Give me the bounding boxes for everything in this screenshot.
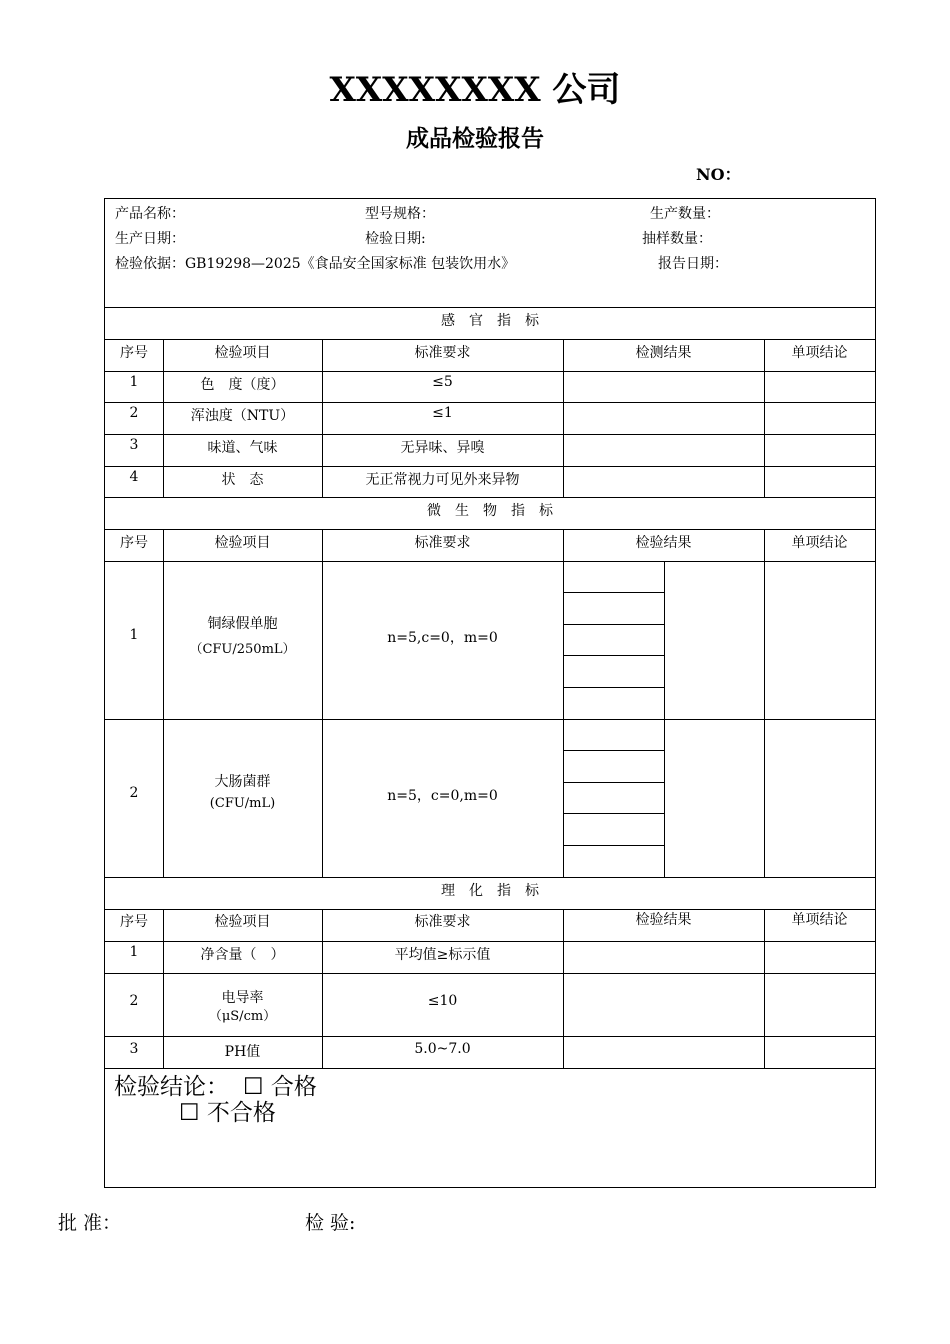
row-requirement: ≤1 [432, 405, 453, 421]
row-item: 色 度（度） [200, 377, 285, 393]
conclusion-label: 检验结论： [114, 1074, 229, 1100]
header-result: 检验结果 [635, 912, 692, 928]
divider [105, 434, 875, 435]
divider [105, 466, 875, 467]
row-no: 1 [129, 627, 139, 643]
production-qty-label: 生产数量： [650, 206, 720, 222]
row-item: 铜绿假单胞 [207, 616, 278, 632]
header-requirement: 标准要求 [414, 345, 471, 361]
section-sensory: 感官指标 [441, 313, 553, 329]
header-item: 检验项目 [214, 535, 271, 551]
divider [105, 339, 875, 340]
col-line [322, 529, 323, 877]
col-line [163, 529, 164, 877]
col-line [563, 909, 564, 1068]
sub-divider [563, 655, 664, 656]
divider [105, 719, 875, 720]
row-no: 2 [129, 993, 139, 1009]
fail-checkbox[interactable]: ☐ 不合格 [179, 1100, 276, 1126]
report-number-label: NO： [696, 165, 741, 184]
pass-checkbox[interactable]: ☐ 合格 [243, 1074, 317, 1100]
divider [105, 1036, 875, 1037]
sample-qty-label: 抽样数量： [642, 231, 712, 247]
row-no: 1 [129, 944, 139, 960]
report-title: 成品检验报告 [406, 125, 544, 152]
header-no: 序号 [120, 345, 148, 361]
header-no: 序号 [120, 914, 148, 930]
section-physchem: 理化指标 [441, 883, 553, 899]
divider [105, 941, 875, 942]
sub-divider [563, 624, 664, 625]
sub-divider [563, 750, 664, 751]
header-conclusion: 单项结论 [791, 535, 848, 551]
header-item: 检验项目 [214, 345, 271, 361]
row-requirement: 平均值≥标示值 [394, 947, 491, 963]
row-no: 4 [129, 469, 139, 485]
col-line [664, 561, 665, 877]
row-no: 3 [129, 437, 139, 453]
row-unit: (CFU/mL) [209, 796, 276, 811]
report-date-label: 报告日期： [658, 256, 728, 272]
inspect-label: 检 验: [305, 1212, 356, 1234]
sub-divider [563, 813, 664, 814]
row-no: 1 [129, 374, 139, 390]
section-micro: 微生物指标 [427, 503, 567, 519]
row-requirement: n=5，c=0,m=0 [387, 788, 498, 804]
row-item: 浑浊度（NTU） [190, 408, 295, 424]
row-item: 大肠菌群 [214, 774, 271, 790]
row-requirement: n=5,c=0，m=0 [387, 630, 498, 646]
col-line [563, 339, 564, 497]
row-item: PH值 [224, 1044, 261, 1060]
header-requirement: 标准要求 [414, 914, 471, 930]
col-line [764, 909, 765, 1068]
header-conclusion: 单项结论 [791, 912, 848, 928]
sub-divider [563, 592, 664, 593]
row-requirement: 5.0~7.0 [414, 1041, 471, 1057]
divider [105, 497, 875, 498]
model-spec-label: 型号规格： [365, 206, 435, 222]
inspection-basis: 检验依据：GB19298—2025《食品安全国家标准 包装饮用水》 [115, 256, 516, 272]
row-no: 3 [129, 1041, 139, 1057]
divider [105, 973, 875, 974]
row-item: 状 态 [221, 472, 264, 488]
approve-label: 批 准： [58, 1212, 122, 1234]
row-unit: （μS/cm） [208, 1009, 277, 1024]
divider [105, 561, 875, 562]
row-requirement: 无异味、异嗅 [400, 440, 485, 456]
row-requirement: ≤5 [432, 374, 453, 390]
divider [105, 877, 875, 878]
sub-divider [563, 845, 664, 846]
divider [105, 371, 875, 372]
header-result: 检测结果 [635, 345, 692, 361]
report-table [104, 198, 876, 1188]
sub-divider [563, 782, 664, 783]
row-requirement: ≤10 [427, 993, 458, 1009]
divider [105, 402, 875, 403]
header-conclusion: 单项结论 [791, 345, 848, 361]
product-name-label: 产品名称： [115, 206, 185, 222]
divider [105, 529, 875, 530]
divider [105, 307, 875, 308]
row-unit: （CFU/250mL） [189, 642, 296, 657]
inspection-date-label: 检验日期: [365, 231, 426, 247]
header-no: 序号 [120, 535, 148, 551]
col-line [764, 529, 765, 877]
row-item: 电导率 [221, 990, 264, 1006]
sub-divider [563, 687, 664, 688]
production-date-label: 生产日期： [115, 231, 185, 247]
row-no: 2 [129, 785, 139, 801]
row-no: 2 [129, 405, 139, 421]
col-line [764, 339, 765, 497]
row-item: 味道、气味 [207, 440, 278, 456]
row-requirement: 无正常视力可见外来异物 [365, 472, 520, 488]
company-name: XXXXXXXX 公司 [329, 70, 621, 110]
header-item: 检验项目 [214, 914, 271, 930]
col-line [563, 529, 564, 877]
header-result: 检验结果 [635, 535, 692, 551]
row-item: 净含量（ ） [200, 947, 285, 963]
header-requirement: 标准要求 [414, 535, 471, 551]
